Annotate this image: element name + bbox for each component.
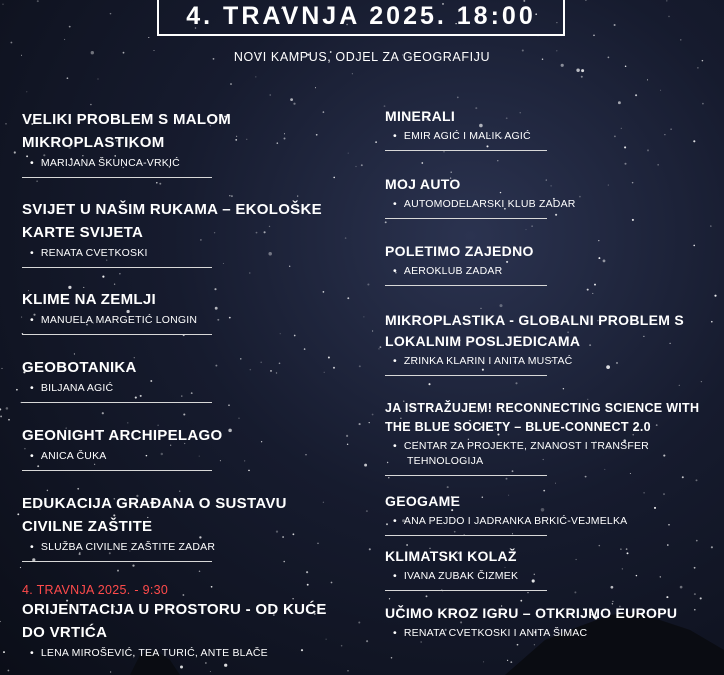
divider-line (385, 375, 547, 376)
program-item (385, 174, 715, 219)
program-item (22, 424, 352, 471)
item-speaker: • AEROKLUB ZADAR (393, 264, 715, 279)
program-item (385, 106, 715, 151)
program-item (385, 241, 715, 286)
item-speaker: • IVANA ZUBAK ČIZMEK (393, 569, 715, 584)
program-item (385, 491, 715, 536)
item-speaker: • MANUELA MARGETIĆ LONGIN (30, 313, 352, 328)
program-item-dated (22, 582, 352, 661)
program-item (385, 310, 715, 376)
item-title: UČIMO KROZ IGRU – OTKRIJMO EUROPU (385, 605, 678, 621)
event-date-time: 4. TRAVNJA 2025. 18:00 (157, 0, 565, 36)
item-title: GEONIGHT ARCHIPELAGO (22, 427, 223, 444)
item-date: 4. TRAVNJA 2025. - 9:30 (22, 583, 169, 597)
program-item (22, 356, 352, 403)
item-speaker: • RENATA CVETKOSKI I ANITA ŠIMAC (393, 626, 715, 641)
program-item (22, 198, 352, 268)
program-item (22, 492, 352, 562)
program-item (22, 288, 352, 335)
item-title: KLIME NA ZEMLJI (22, 291, 156, 308)
divider-line (385, 535, 547, 536)
item-title: JA ISTRAŽUJEM! RECONNECTING SCIENCE WITH THE BLUE SOCIETY – BLUE-CONNECT 2.0 (385, 401, 700, 434)
item-speaker: • SLUŽBA CIVILNE ZAŠTITE ZADAR (30, 540, 352, 555)
divider-line (22, 402, 212, 403)
item-speaker: • AUTOMODELARSKI KLUB ZADAR (393, 197, 715, 212)
program-item (22, 108, 352, 178)
item-speaker: • BILJANA AGIĆ (30, 381, 352, 396)
item-title: VELIKI PROBLEM S MALOM MIKROPLASTIKOM (22, 111, 232, 151)
item-speaker: • EMIR AGIĆ I MALIK AGIĆ (393, 129, 715, 144)
divider-line (385, 285, 547, 286)
item-title: GEOGAME (385, 493, 461, 509)
item-speaker: • CENTAR ZA PROJEKTE, ZNANOST I TRANSFER TEHNOLOGIJA (393, 439, 687, 469)
item-title: SVIJET U NAŠIM RUKAMA – EKOLOŠKE KARTE SVIJETA (22, 201, 322, 241)
divider-line (385, 475, 547, 476)
item-speaker: • ANICA ČUKA (30, 449, 352, 464)
program-item (385, 546, 715, 591)
divider-line (22, 470, 212, 471)
item-title: ORIJENTACIJA U PROSTORU - OD KUĆE DO VRTIĆA (22, 601, 327, 641)
item-speaker: • ANA PEJDO I JADRANKA BRKIĆ-VEJMELKA (393, 514, 715, 529)
item-title: MINERALI (385, 108, 456, 124)
divider-line (22, 267, 212, 268)
item-title: GEOBOTANIKA (22, 359, 137, 376)
program-item (385, 399, 715, 476)
item-title: EDUKACIJA GRAĐANA O SUSTAVU CIVILNE ZAŠTITE (22, 495, 287, 535)
program-item (385, 603, 715, 641)
item-title: MOJ AUTO (385, 176, 461, 192)
item-speaker: • ZRINKA KLARIN I ANITA MUSTAĆ (393, 354, 715, 369)
item-title: MIKROPLASTIKA - GLOBALNI PROBLEM S LOKALNIM POSLJEDICAMA (385, 312, 685, 349)
divider-line (385, 590, 547, 591)
divider-line (22, 561, 212, 562)
divider-line (22, 334, 212, 335)
item-title: KLIMATSKI KOLAŽ (385, 548, 517, 564)
item-speaker: • MARIJANA ŠKUNCA-VRKIĆ (30, 156, 352, 171)
item-title: POLETIMO ZAJEDNO (385, 243, 534, 259)
item-speaker: • RENATA CVETKOSKI (30, 246, 352, 261)
event-location: NOVI KAMPUS, ODJEL ZA GEOGRAFIJU (233, 50, 491, 64)
divider-line (385, 218, 547, 219)
divider-line (385, 150, 547, 151)
item-speaker: • LENA MIROŠEVIĆ, TEA TURIĆ, ANTE BLAČE (30, 646, 352, 661)
divider-line (22, 177, 212, 178)
